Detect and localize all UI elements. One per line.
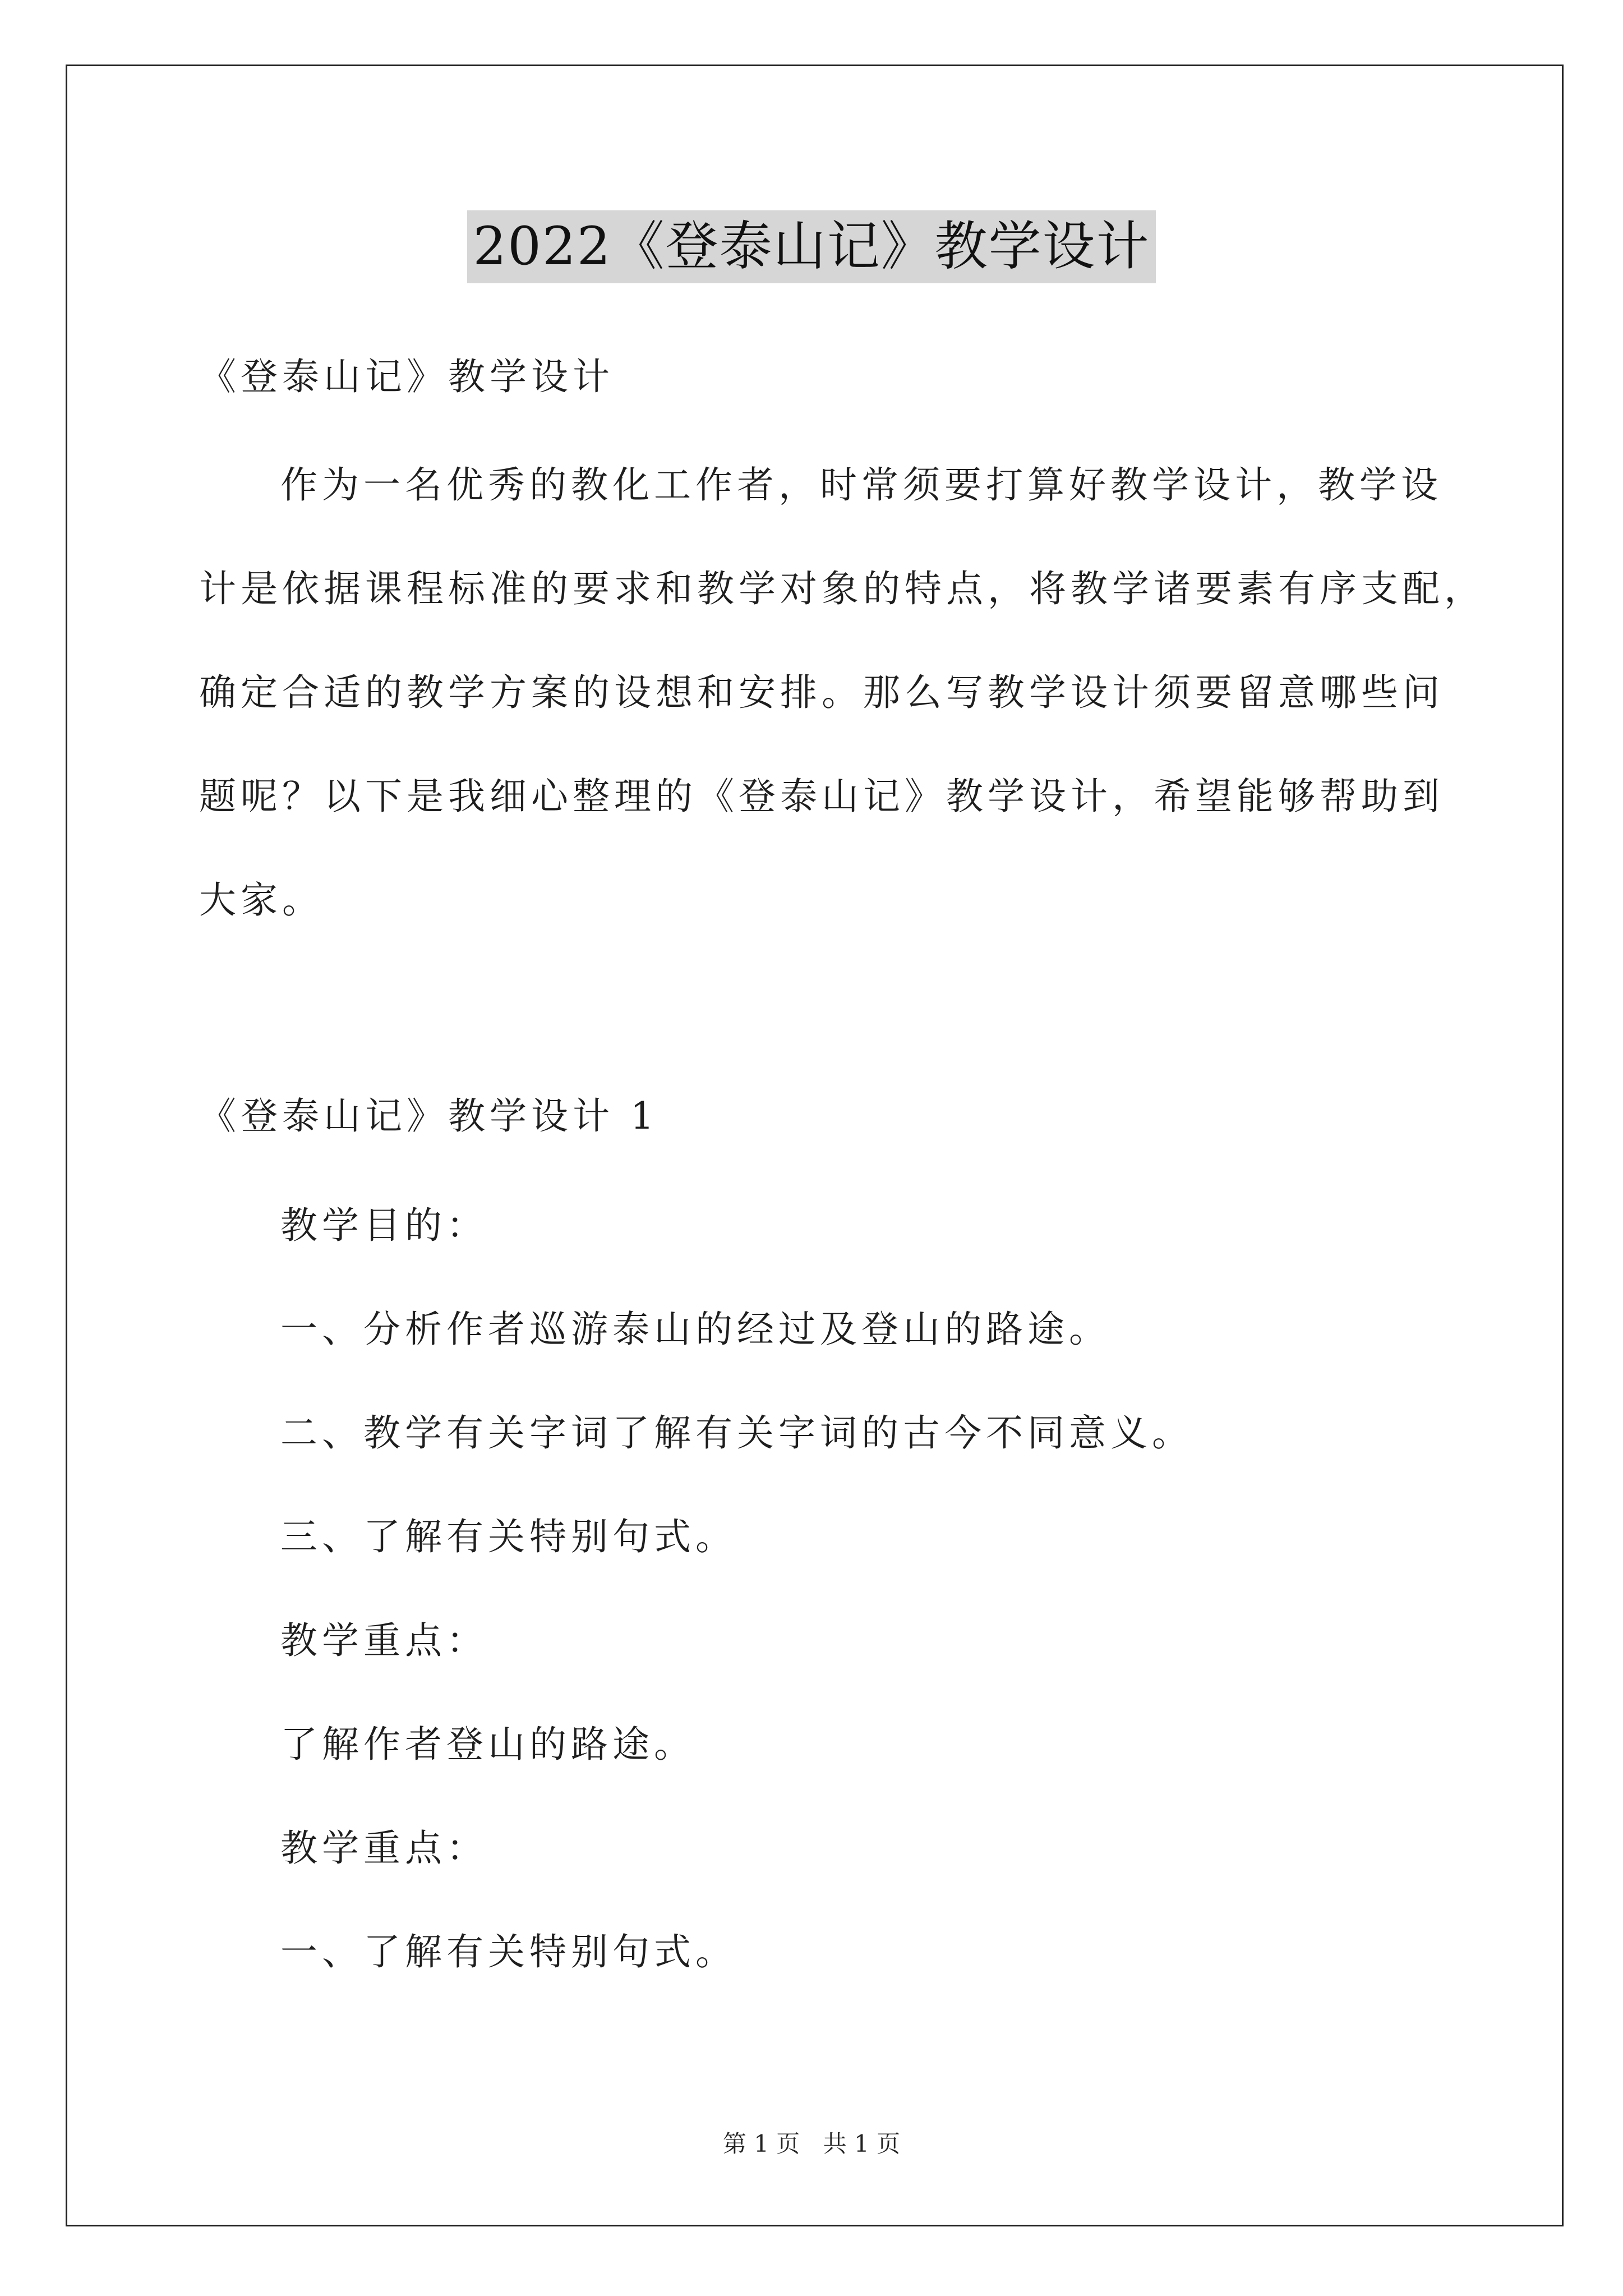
- page-number-total: 共 1 页: [823, 2130, 901, 2157]
- intro-line-3: 确定合适的教学方案的设想和安排。那么写教学设计须要留意哪些问: [199, 671, 1444, 714]
- intro-line-1: 作为一名优秀的教化工作者，时常须要打算好教学设计，教学设: [280, 463, 1442, 507]
- intro-line-4: 题呢？以下是我细心整理的《登泰山记》教学设计，希望能够帮助到: [199, 775, 1444, 818]
- document-title: 2022《登泰山记》教学设计: [467, 210, 1155, 283]
- section-line-2: 一、分析作者巡游泰山的经过及登山的路途。: [280, 1308, 1110, 1351]
- title-container: [0, 210, 1623, 283]
- intro-line-5: 大家。: [199, 878, 324, 922]
- section-line-8: 一、了解有关特别句式。: [280, 1930, 737, 1973]
- intro-line-2: 计是依据课程标准的要求和教学对象的特点，将教学诸要素有序支配，: [199, 567, 1486, 610]
- section-line-5: 教学重点：: [280, 1619, 488, 1662]
- document-subtitle: 《登泰山记》教学设计: [199, 355, 614, 398]
- section-line-6: 了解作者登山的路途。: [280, 1723, 695, 1766]
- page-number-current: 第 1 页: [722, 2130, 800, 2157]
- section-heading: 《登泰山记》教学设计 1: [199, 1094, 658, 1138]
- section-line-7: 教学重点：: [280, 1826, 488, 1870]
- section-line-3: 二、教学有关字词了解有关字词的古今不同意义。: [280, 1411, 1193, 1455]
- section-line-4: 三、了解有关特别句式。: [280, 1515, 737, 1558]
- section-line-1: 教学目的：: [280, 1204, 488, 1247]
- page-footer: [0, 2129, 1623, 2159]
